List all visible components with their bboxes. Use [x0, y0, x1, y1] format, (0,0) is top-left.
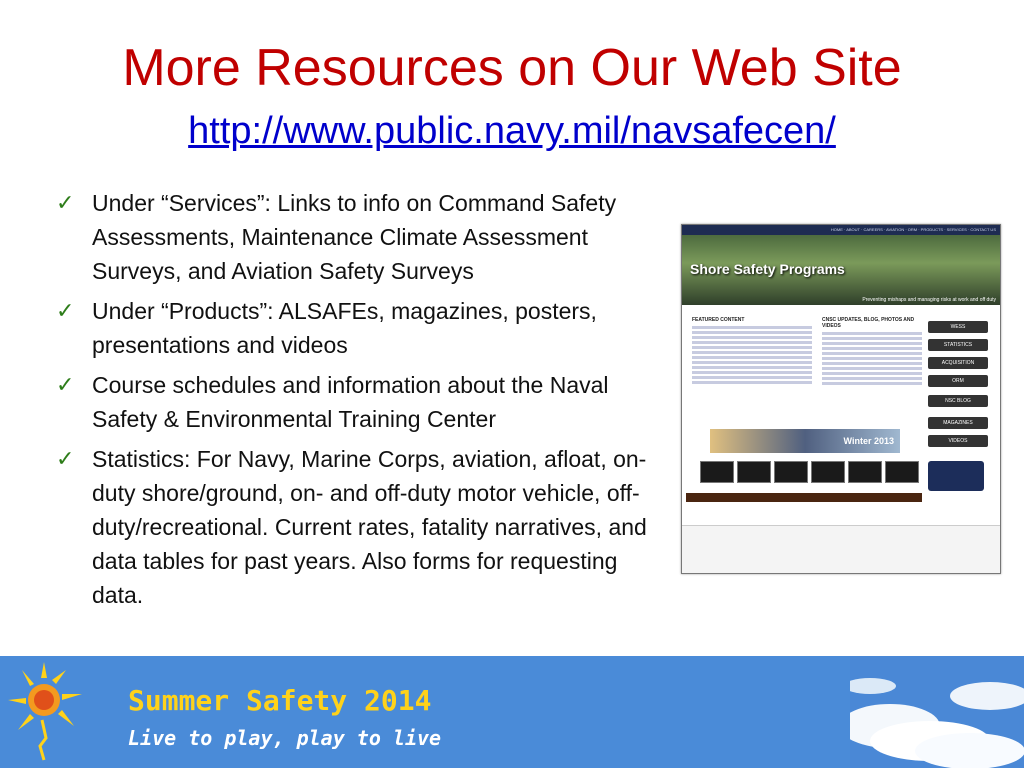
- screenshot-hero: [682, 235, 1000, 305]
- screenshot-updates-column: [822, 317, 922, 387]
- checkmark-icon: ✓: [56, 298, 75, 323]
- slide-title: More Resources on Our Web Site: [122, 39, 902, 97]
- screenshot-banner: Winter 2013: [710, 429, 900, 453]
- screenshot-featured-heading: FEATURED CONTENT: [692, 317, 745, 323]
- screenshot-thumbnails: [700, 461, 919, 483]
- screenshot-button: ORM: [928, 375, 988, 387]
- checkmark-icon: ✓: [56, 446, 75, 471]
- screenshot-button: NSC BLOG: [928, 395, 988, 407]
- screenshot-hero-subtitle: Preventing mishaps and managing risks at work and off duty: [862, 297, 996, 303]
- checkmark-icon: ✓: [56, 190, 75, 215]
- website-link[interactable]: http://www.public.navy.mil/navsafecen/: [188, 110, 836, 152]
- checkmark-icon: ✓: [56, 372, 75, 397]
- screenshot-tabs: [686, 493, 922, 502]
- footer-subtitle: Live to play, play to live: [128, 726, 442, 750]
- website-screenshot: [681, 224, 1001, 574]
- bullet-item: [56, 294, 664, 362]
- navy-seal-image: [928, 461, 984, 491]
- bullet-text: Under “Services”: Links to info on Command Safety Assessments, Maintenance Climate Assessment Surveys, and Aviation Safety Surveys: [92, 190, 617, 284]
- screenshot-button: WESS: [928, 321, 988, 333]
- screenshot-button: STATISTICS: [928, 339, 988, 351]
- sky-clouds-image: [850, 656, 1024, 768]
- screenshot-footer: [682, 525, 1000, 574]
- bullet-item: [56, 368, 664, 436]
- bullet-text: Statistics: For Navy, Marine Corps, aviation, afloat, on-duty shore/ground, on- and off-duty motor vehicle, off-duty/recreational. Current rates, fatality narratives, and data tables for past years. Also forms for requesting data.: [92, 446, 647, 608]
- sun-icon: [4, 656, 100, 768]
- screenshot-featured-column: [692, 317, 812, 386]
- bullet-item: [56, 186, 664, 288]
- bullet-text: Course schedules and information about the Naval Safety & Environmental Training Center: [92, 372, 609, 432]
- screenshot-button: MAGAZINES: [928, 417, 988, 429]
- footer-title: Summer Safety 2014: [128, 684, 432, 717]
- screenshot-updates-heading: CNSC UPDATES, BLOG, PHOTOS AND VIDEOS: [822, 317, 915, 329]
- bullet-item: [56, 442, 664, 612]
- bullet-list: [56, 186, 664, 618]
- screenshot-button: VIDEOS: [928, 435, 988, 447]
- screenshot-nav-bar: HOME · ABOUT · CAREERS · AVIATION · ORM · PRODUCTS · SERVICES · CONTACT US: [682, 225, 1000, 235]
- screenshot-button: ACQUISITION: [928, 357, 988, 369]
- footer-band: [0, 656, 1024, 768]
- screenshot-hero-title: Shore Safety Programs: [690, 261, 845, 277]
- bullet-text: Under “Products”: ALSAFEs, magazines, posters, presentations and videos: [92, 298, 597, 358]
